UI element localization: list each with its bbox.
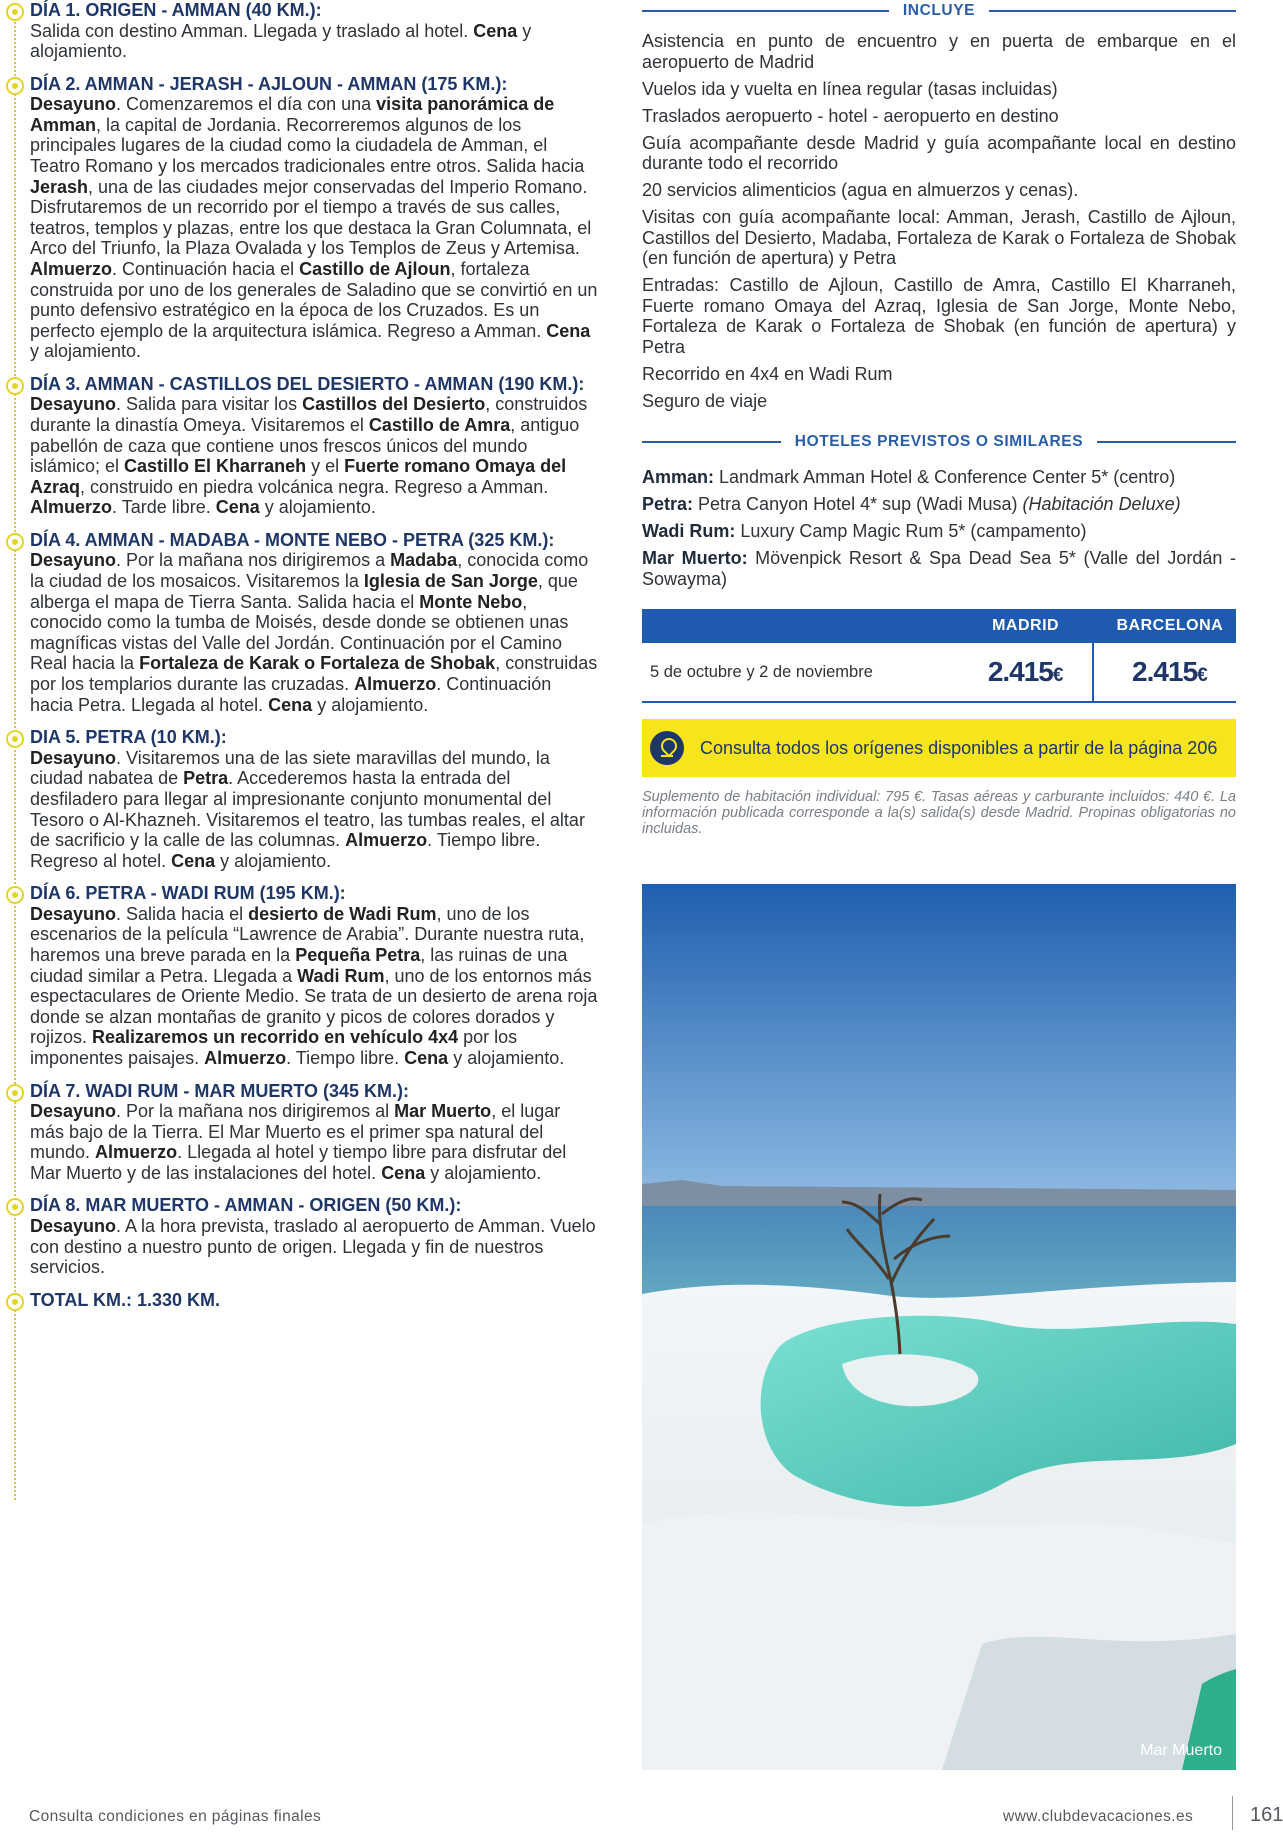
include-item: Recorrido en 4x4 en Wadi Rum — [642, 363, 893, 384]
day-highlight: Desayuno — [30, 1215, 117, 1236]
day-highlight: Almuerzo — [30, 497, 113, 518]
day-text-run: , uno de los escenarios de la película “Lawrence de Arabia”. Durante nuestra ruta, haremos una breve parada en la — [30, 903, 585, 965]
day-highlight: Almuerzo — [95, 1142, 178, 1163]
day-text-run: , fortaleza construida por uno de los generales de Saladino que se convirtió en un punto defensivo estratégico en la época de los Cruzados. Es un perfecto ejemplo de la arquitectura islámica. Regreso a Amman. — [30, 258, 598, 341]
include-item: Vuelos ida y vuelta en línea regular (tasas incluidas) — [642, 78, 1058, 99]
day-title: DÍA 1. ORIGEN - AMMAN (40 KM.): — [30, 0, 322, 20]
day-highlight: Desayuno — [30, 903, 117, 924]
timeline-bullet-icon — [6, 377, 24, 395]
day-highlight: Almuerzo — [30, 258, 113, 279]
day-description — [30, 21, 598, 62]
day-highlight: Monte Nebo — [419, 591, 523, 612]
itinerary-day — [6, 74, 598, 362]
day-text-run: y alojamiento. — [30, 341, 142, 362]
price-date: 5 de octubre y 2 de noviembre — [650, 662, 873, 681]
itinerary-day — [6, 530, 598, 715]
day-text-run: , las ruinas de una ciudad similar a Petra. Llegada a — [30, 944, 568, 986]
hotels-heading-label: HOTELES PREVISTOS O SIMILARES — [781, 431, 1097, 453]
hotel-item — [642, 467, 1236, 488]
day-text-run: . Tarde libre. — [112, 497, 216, 518]
day-text-run: . Continuación hacia Petra. Llegada al hotel. — [30, 674, 552, 715]
price-table-header — [642, 609, 1236, 643]
day-text-run: . Por la mañana nos dirigiremos a — [116, 550, 391, 571]
hotel-name: Luxury Camp Magic Rum 5* (campamento) — [735, 521, 1087, 542]
hotel-room-note: (Habitación Deluxe) — [1022, 494, 1181, 515]
price-table — [642, 609, 1236, 703]
include-item: Guía acompañante desde Madrid y guía acompañante local en destino durante todo el recorrido — [642, 132, 1236, 173]
day-description — [30, 1216, 598, 1278]
hotel-location: Amman: — [642, 467, 715, 487]
price-row — [642, 643, 1236, 703]
day-text-run: . Visitaremos una de las siete maravillas del mundo, la ciudad nabatea de — [30, 747, 550, 789]
hotel-location: Petra: — [642, 494, 694, 515]
day-highlight: Mar Muerto — [394, 1101, 492, 1122]
day-highlight: Wadi Rum — [297, 965, 385, 986]
day-description — [30, 394, 598, 518]
hotel-item — [642, 494, 1236, 515]
price-col-barcelona: BARCELONA — [1116, 617, 1224, 635]
timeline-bullet-icon — [6, 1198, 24, 1216]
day-text-run: . Comenzaremos el día con una — [116, 94, 377, 115]
day-text-run: . Accederemos hasta la entrada del desfiladero para llegar al impresionante conjunto monumental del Tesoro o Al-Khazneh. Visitaremos el teatro, las tumbas reales, el altar de sacrificio y la calle de las columnas. — [30, 768, 585, 851]
day-highlight: Desayuno — [30, 550, 117, 571]
day-highlight: Pequeña Petra — [295, 944, 421, 965]
info-column — [642, 0, 1236, 837]
day-text-run: . Salida para visitar los — [116, 394, 303, 415]
timeline-bullet-icon — [6, 1293, 24, 1311]
day-text-run: , la capital de Jordania. Recorreremos algunos de los principales lugares de la ciudad como la ciudadela de Amman, el Teatro Romano y los mercados tradicionales entre otros. Salida hacia — [30, 114, 585, 176]
day-text-run: , construido en piedra volcánica negra. Regreso a Amman. — [80, 476, 549, 497]
day-text-run: y alojamiento. — [448, 1047, 565, 1068]
includes-list — [642, 31, 1236, 411]
day-description — [30, 1101, 598, 1183]
day-highlight: Petra — [183, 768, 229, 789]
day-text-run: . Por la mañana nos dirigiremos al — [116, 1101, 395, 1122]
day-highlight: Desayuno — [30, 94, 117, 115]
include-item: Asistencia en punto de encuentro y en puerta de embarque en el aeropuerto de Madrid — [642, 31, 1236, 72]
day-description — [30, 550, 598, 715]
itinerary-column — [6, 0, 598, 1520]
day-text-run: , el lugar más bajo de la Tierra. El Mar Muerto es el primer spa natural del mundo. — [30, 1101, 561, 1163]
day-highlight: Almuerzo — [354, 674, 437, 695]
day-text-run: y el — [306, 456, 345, 477]
day-text-run: . Llegada al hotel y tiempo libre para disfrutar del Mar Muerto y de las instalaciones del hotel. — [30, 1142, 567, 1183]
day-highlight: Realizaremos un recorrido en vehículo 4x4 — [92, 1027, 459, 1048]
day-text-run: , uno de los entornos más espectaculares de Oriente Medio. Se trata de un desierto de arena roja donde se alzan montañas de granito y picos de colores dorados y rojizos. — [30, 965, 598, 1048]
day-text-run: y alojamiento. — [30, 20, 532, 62]
itinerary-day — [6, 727, 598, 871]
day-highlight: Desayuno — [30, 1101, 117, 1122]
hotel-item — [642, 521, 1236, 542]
day-text-run: , una de las ciudades mejor conservadas del Imperio Romano. Disfrutaremos de un recorrido por el tiempo a través de sus calles, teatros, templos y plazas, entre los que destaca la Gran Columnata, el Arco del Triunfo, la Plaza Ovalada y los Templos de Zeus y Artemisa. — [30, 176, 592, 259]
footer-conditions: Consulta condiciones en páginas finales — [29, 1808, 322, 1825]
day-highlight: Cena — [404, 1047, 449, 1068]
day-title: DIA 5. PETRA (10 KM.): — [30, 727, 227, 748]
day-highlight: desierto de Wadi Rum — [248, 903, 437, 924]
day-text-run: . Salida hacia el — [116, 903, 249, 924]
include-item: Visitas con guía acompañante local: Amman, Jerash, Castillo de Ajloun, Castillos del Desierto, Madaba, Fortaleza de Karak o Fortaleza de Shobak (en función de apertura) y Petra — [642, 207, 1236, 268]
day-text-run: , construidos durante la dinastía Omeya. Visitaremos el — [30, 394, 588, 435]
day-description — [30, 904, 598, 1069]
hotel-location: Mar Muerto: — [642, 548, 748, 569]
day-highlight: visita panorámica de Amman — [30, 94, 555, 135]
itinerary-day — [6, 374, 598, 518]
fine-print: Suplemento de habitación individual: 795 €. Tasas aéreas y carburante incluidos: 440 €. La información publicada corresponde a la(s) salida(s) desde Madrid. Propinas obligatorias no incluidas. — [642, 789, 1236, 838]
itinerary-day — [6, 0, 598, 62]
day-highlight: Castillos del Desierto — [302, 394, 486, 415]
day-highlight: Castillo El Kharraneh — [124, 456, 307, 477]
day-text-run: Salida con destino Amman. Llegada y traslado al hotel. — [30, 20, 474, 41]
day-highlight: Jerash — [30, 176, 89, 197]
price-barcelona: 2.415€ — [1132, 656, 1208, 688]
day-highlight: Cena — [268, 694, 313, 715]
price-madrid: 2.415€ — [987, 656, 1064, 688]
dead-sea-illustration — [642, 884, 1236, 1770]
timeline-bullet-icon — [6, 533, 24, 551]
timeline-bullet-icon — [6, 730, 24, 748]
timeline-bullet-icon — [6, 886, 24, 904]
dead-sea-photo — [642, 884, 1236, 1770]
price-col-madrid: MADRID — [992, 617, 1060, 635]
day-text-run: . Continuación hacia el — [112, 258, 300, 279]
day-description — [30, 748, 598, 872]
day-text-run: . A la hora prevista, traslado al aeropuerto de Amman. Vuelo con destino a nuestro punto de origen. Llegada y fin de nuestros servicios. — [30, 1215, 596, 1278]
day-highlight: Almuerzo — [345, 830, 428, 851]
include-item: Seguro de viaje — [642, 390, 768, 411]
day-highlight: Castillo de Ajloun — [299, 258, 451, 279]
day-highlight: Fuerte romano Omaya del Azraq — [30, 456, 567, 497]
origins-notice-text: Consulta todos los orígenes disponibles a partir de la página 206 — [700, 738, 1218, 759]
day-highlight: Cena — [171, 850, 216, 871]
day-highlight: Desayuno — [30, 747, 117, 768]
hotel-item — [642, 548, 1236, 589]
day-text-run: , construidas por los templarios durante las cruzadas. — [30, 653, 598, 695]
footer-separator — [1232, 1796, 1233, 1830]
day-text-run: , que alberga el mapa de Tierra Santa. Salida hacia el — [30, 571, 578, 612]
include-item: Entradas: Castillo de Ajloun, Castillo de Amra, Castillo El Kharraneh, Fuerte romano Omaya del Azraq, Iglesia de San Jorge, Monte Nebo, Fortaleza de Karak o Fortaleza de Shobak (en función de apertura) y Petra — [642, 275, 1236, 357]
day-title: DÍA 3. AMMAN - CASTILLOS DEL DESIERTO - AMMAN (190 KM.): — [30, 373, 585, 394]
day-title: DÍA 2. AMMAN - JERASH - AJLOUN - AMMAN (175 KM.): — [30, 73, 508, 94]
day-text-run: y alojamiento. — [312, 694, 429, 715]
itinerary-day — [6, 1290, 598, 1311]
day-highlight: Cena — [546, 320, 591, 341]
hotel-name: Landmark Amman Hotel & Conference Center 5* (centro) — [714, 467, 1176, 487]
timeline-bullet-icon — [6, 1084, 24, 1102]
itinerary-day — [6, 1081, 598, 1184]
day-text-run: . Tiempo libre. Regreso al hotel. — [30, 830, 541, 871]
include-item: 20 servicios alimenticios (agua en almuerzos y cenas). — [642, 180, 1079, 200]
itinerary-day — [6, 1195, 598, 1277]
hotel-name: Petra Canyon Hotel 4* sup (Wadi Musa) — [693, 494, 1023, 515]
day-title: DÍA 4. AMMAN - MADABA - MONTE NEBO - PETRA (325 KM.): — [30, 529, 555, 550]
day-title: DÍA 6. PETRA - WADI RUM (195 KM.): — [30, 883, 346, 904]
hotel-name: Mövenpick Resort & Spa Dead Sea 5* (Valle del Jordán - Sowayma) — [642, 548, 1237, 589]
hotel-list — [642, 467, 1236, 589]
page-number: 161 — [1250, 1804, 1283, 1826]
day-title: TOTAL KM.: 1.330 KM. — [30, 1289, 221, 1310]
includes-heading-label: INCLUYE — [889, 0, 989, 22]
timeline-bullet-icon — [6, 77, 24, 95]
day-highlight: Almuerzo — [204, 1047, 287, 1068]
origins-notice[interactable] — [642, 719, 1236, 777]
location-pin-icon — [650, 731, 684, 765]
day-text-run: y alojamiento. — [259, 497, 376, 518]
day-highlight: Cena — [381, 1162, 426, 1183]
day-highlight: Cena — [473, 20, 518, 41]
day-text-run: , conocido como la tumba de Moisés, desde donde se obtienen unas magníficas vistas del Valle del Jordán. Continuación por el Camino Real hacia la — [30, 591, 569, 674]
day-highlight: Castillo de Amra — [368, 415, 511, 435]
day-highlight: Desayuno — [30, 394, 117, 415]
day-text-run: , conocida como la ciudad de los mosaicos. Visitaremos la — [30, 550, 589, 592]
itinerary-day — [6, 883, 598, 1068]
include-item: Traslados aeropuerto - hotel - aeropuerto en destino — [642, 105, 1059, 126]
day-highlight: Fortaleza de Karak o Fortaleza de Shobak — [139, 653, 496, 674]
hotel-location: Wadi Rum: — [642, 521, 736, 542]
day-text-run: . Tiempo libre. — [286, 1047, 405, 1068]
day-highlight: Iglesia de San Jorge — [363, 571, 538, 592]
price-separator — [1092, 643, 1094, 701]
timeline-bullet-icon — [6, 3, 24, 21]
day-highlight: Madaba — [390, 550, 458, 571]
photo-caption: Mar Muerto — [1140, 1742, 1222, 1759]
day-text-run: por los imponentes paisajes. — [30, 1027, 518, 1068]
day-title: DÍA 7. WADI RUM - MAR MUERTO (345 KM.): — [30, 1080, 410, 1101]
footer-website-link[interactable]: www.clubdevacaciones.es — [1003, 1808, 1194, 1825]
day-text-run: , antiguo pabellón de caza que contiene unos frescos únicos del mundo islámico; el — [30, 415, 580, 477]
itinerary-days — [6, 0, 598, 1310]
includes-heading — [642, 0, 1236, 22]
hotels-heading — [642, 431, 1236, 453]
day-description — [30, 94, 598, 362]
day-highlight: Cena — [215, 497, 260, 518]
day-title: DÍA 8. MAR MUERTO - AMMAN - ORIGEN (50 KM.): — [30, 1195, 462, 1216]
day-text-run: y alojamiento. — [425, 1162, 542, 1183]
day-text-run: y alojamiento. — [215, 850, 332, 871]
